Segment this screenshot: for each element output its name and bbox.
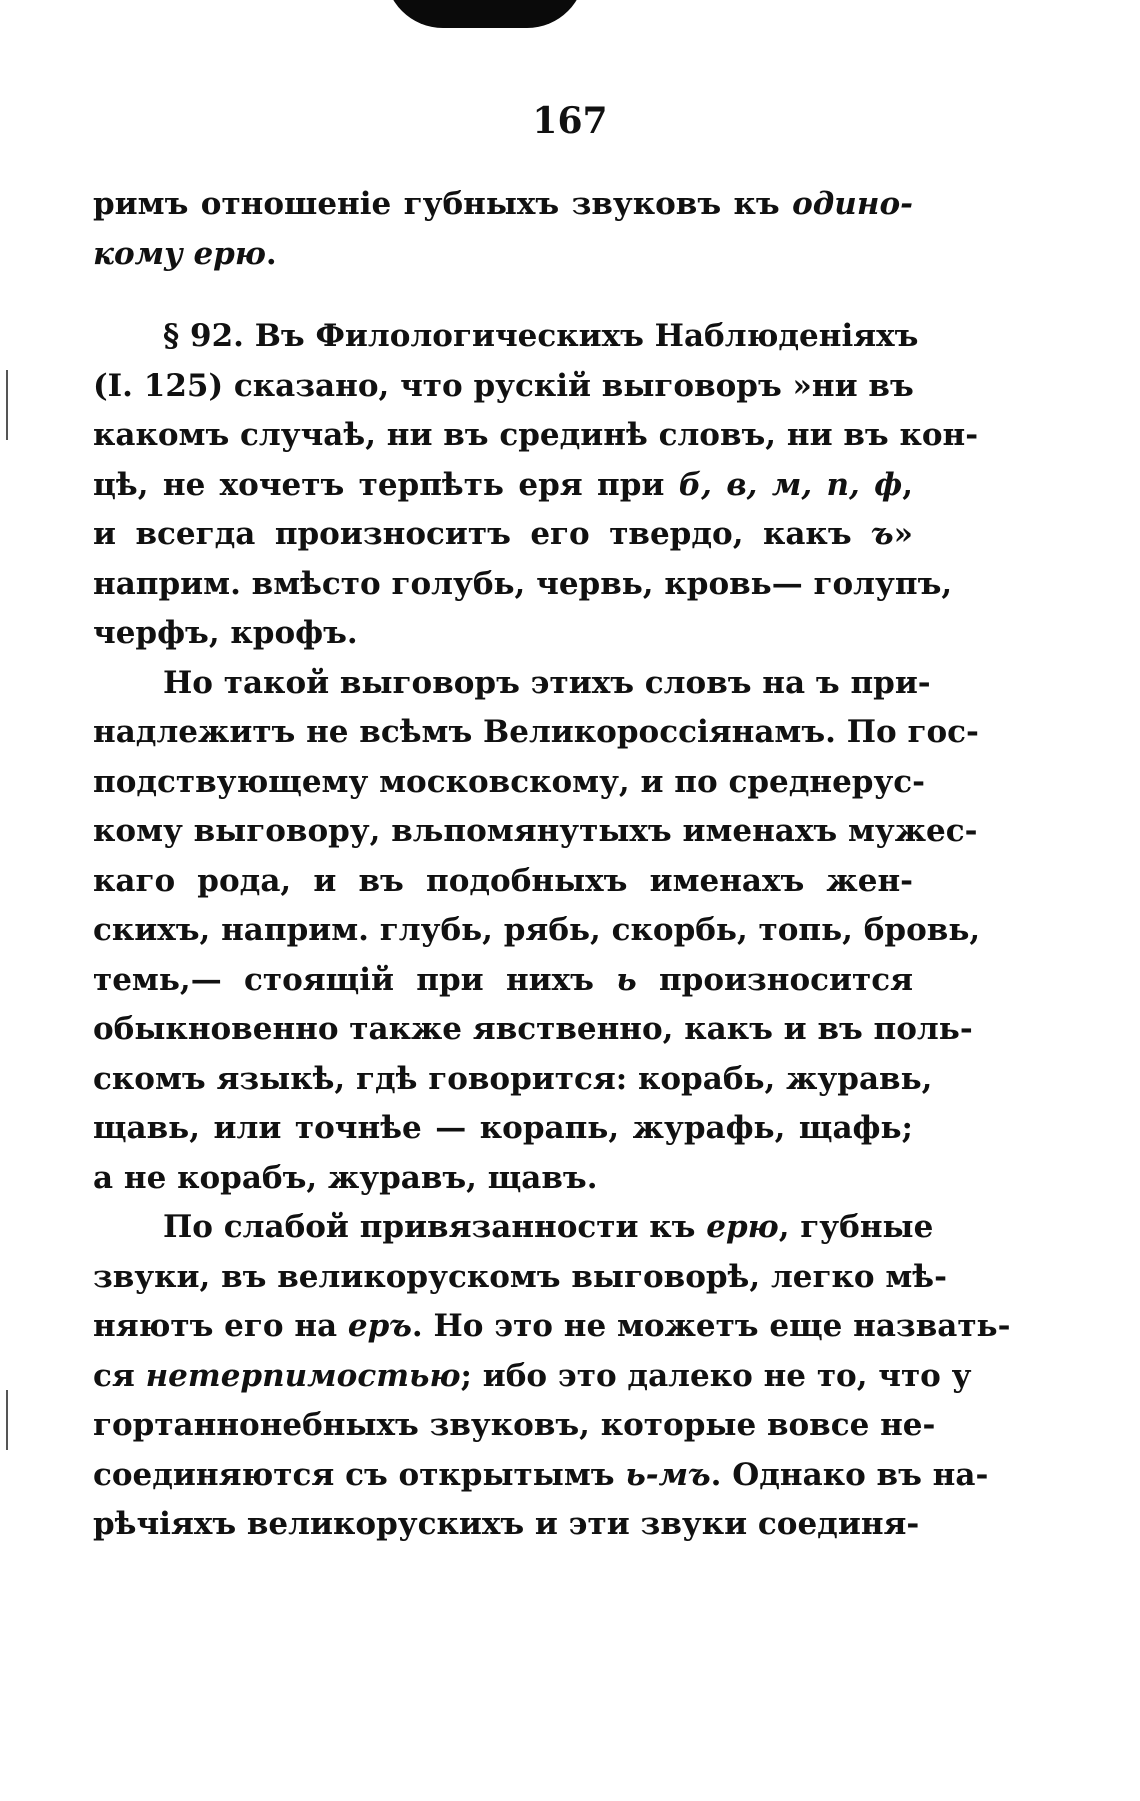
page-number: 167 xyxy=(532,100,608,142)
margin-mark xyxy=(6,1390,8,1450)
text-line: рѣчіяхъ великорускихъ и эти звуки соединя- xyxy=(93,1506,920,1542)
text-line: кому выговору, вљпомянутыхъ именахъ мужес- xyxy=(93,813,978,849)
text-line: § 92. Въ Филологическихъ Наблюденіяхъ xyxy=(163,318,919,354)
text-line: темь,— стоящій при нихъ ь произносится xyxy=(93,961,914,998)
margin-mark xyxy=(6,370,8,440)
text-line: няютъ его на еръ. Но это не можетъ еще назвать- xyxy=(93,1308,1011,1344)
body-text xyxy=(93,180,1011,1550)
text-line: кому ерю. xyxy=(93,235,277,272)
text-line: ся нетерпимостью; ибо это далеко не то, что у xyxy=(93,1357,972,1394)
text-line: наприм. вмѣсто голубь, червь, кровь— голупъ, xyxy=(93,565,953,602)
text-line: римъ отношеніе губныхъ звуковъ къ одино- xyxy=(93,186,913,222)
text-line: щавь, или точнѣе — корапь, журафь, щафь; xyxy=(93,1110,913,1146)
text-line: цѣ, не хочетъ терпѣть еря при б, в, м, п, ф, xyxy=(93,466,913,503)
text-line: каго рода, и въ подобныхъ именахъ жен- xyxy=(93,862,913,899)
text-line: скихъ, наприм. глубь, рябь, скорбь, топь, бровь, xyxy=(93,912,981,948)
text-line: скомъ языкѣ, гдѣ говорится: корабь, журавь, xyxy=(93,1060,933,1097)
text-line: звуки, въ великорускомъ выговорѣ, легко мѣ- xyxy=(93,1258,947,1295)
text-line: Но такой выговоръ этихъ словъ на ъ при- xyxy=(163,664,931,701)
ink-blot xyxy=(385,0,585,28)
text-line: обыкновенно также явственно, какъ и въ поль- xyxy=(93,1011,973,1047)
text-line: и всегда произноситъ его твердо, какъ ъ» xyxy=(93,516,913,552)
text-line: По слабой привязанности къ ерю, губные xyxy=(163,1209,934,1245)
text-line: гортаннонебныхъ звуковъ, которые вовсе не- xyxy=(93,1407,936,1443)
text-line: надлежитъ не всѣмъ Великороссіянамъ. По гос- xyxy=(93,714,979,750)
text-line: соединяются съ открытымъ ь-мъ. Однако въ на- xyxy=(93,1456,989,1493)
text-line: (I. 125) сказано, что рускій выговоръ »ни въ xyxy=(93,367,914,404)
text-line: черфъ, крофъ. xyxy=(93,615,358,651)
text-line: подствующему московскому, и по среднерус- xyxy=(93,763,926,800)
text-line: какомъ случаѣ, ни въ срединѣ словъ, ни въ кон- xyxy=(93,417,979,453)
text-line: а не корабъ, журавъ, щавъ. xyxy=(93,1159,598,1196)
